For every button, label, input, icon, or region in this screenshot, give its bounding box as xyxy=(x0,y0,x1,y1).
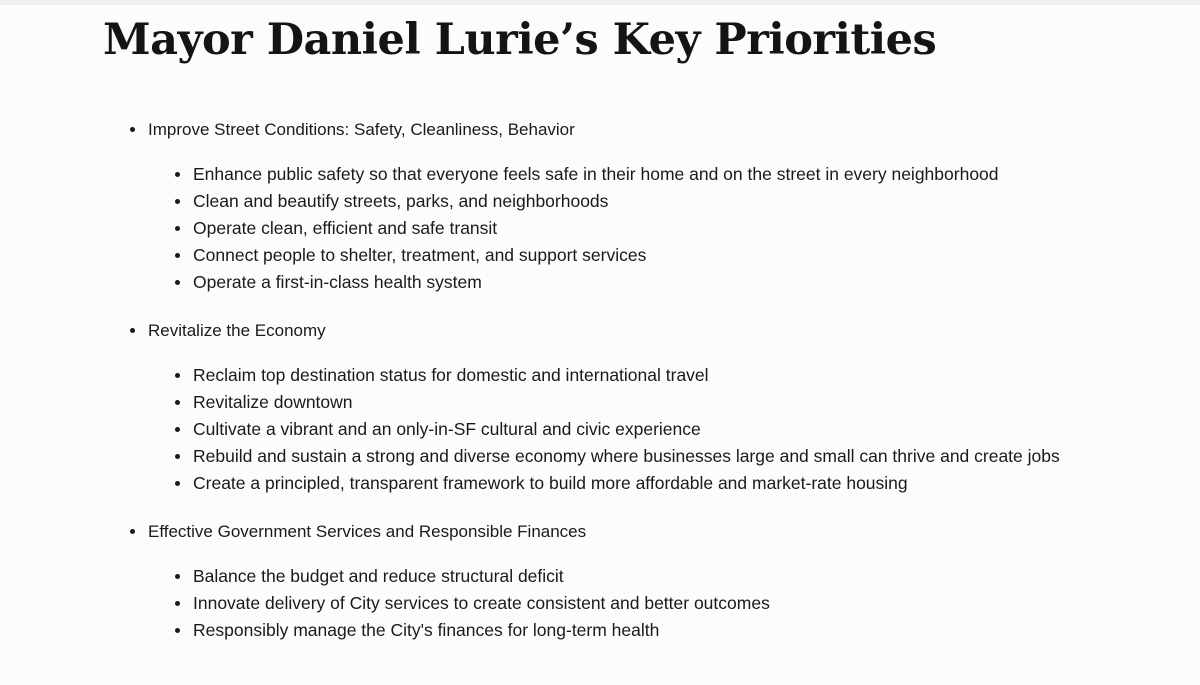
bullet-icon xyxy=(175,226,180,231)
list-item-text: Revitalize downtown xyxy=(193,392,353,412)
list-item xyxy=(103,563,1183,590)
sub-list xyxy=(103,362,1183,497)
bullet-icon xyxy=(175,253,180,258)
bullet-icon xyxy=(175,601,180,606)
list-item xyxy=(103,215,1183,242)
bullet-icon xyxy=(175,280,180,285)
list-item-text: Operate a first-in-class health system xyxy=(193,272,482,292)
bullet-icon xyxy=(175,574,180,579)
list-item-text: Operate clean, efficient and safe transit xyxy=(193,218,498,238)
list-item xyxy=(103,617,1183,644)
bullet-icon xyxy=(130,328,135,333)
page-title: Mayor Daniel Lurie’s Key Priorities xyxy=(103,15,937,65)
priority-item-street-conditions xyxy=(103,116,1183,296)
bullet-icon xyxy=(175,628,180,633)
list-item xyxy=(103,161,1183,188)
list-item-text: Responsibly manage the City's finances for long-term health xyxy=(193,620,660,640)
list-item-text: Rebuild and sustain a strong and diverse economy where businesses large and small can thrive and create jobs xyxy=(193,446,1060,466)
sub-list xyxy=(103,563,1183,644)
list-item-text: Reclaim top destination status for domestic and international travel xyxy=(193,365,709,385)
bullet-icon xyxy=(175,454,180,459)
list-item xyxy=(103,470,1183,497)
bullet-icon xyxy=(175,400,180,405)
bullet-icon xyxy=(130,529,135,534)
list-item-text: Create a principled, transparent framework to build more affordable and market-rate housing xyxy=(193,473,908,493)
bullet-icon xyxy=(130,127,135,132)
list-item xyxy=(103,269,1183,296)
list-item-text: Innovate delivery of City services to create consistent and better outcomes xyxy=(193,593,770,613)
list-item-text: Enhance public safety so that everyone feels safe in their home and on the street in every neighborhood xyxy=(193,164,999,184)
bullet-icon xyxy=(175,427,180,432)
bullet-icon xyxy=(175,172,180,177)
priority-label: Revitalize the Economy xyxy=(148,321,326,340)
priorities-list xyxy=(103,116,1183,644)
list-item xyxy=(103,443,1183,470)
bullet-icon xyxy=(175,373,180,378)
priority-item-government-finances xyxy=(103,518,1183,644)
priority-label: Effective Government Services and Responsible Finances xyxy=(148,522,587,541)
list-item xyxy=(103,590,1183,617)
list-item xyxy=(103,416,1183,443)
list-item xyxy=(103,188,1183,215)
top-divider xyxy=(0,0,1200,5)
list-item-text: Clean and beautify streets, parks, and neighborhoods xyxy=(193,191,609,211)
list-item xyxy=(103,362,1183,389)
page-content xyxy=(103,14,1183,665)
bullet-icon xyxy=(175,481,180,486)
list-item-text: Cultivate a vibrant and an only-in-SF cultural and civic experience xyxy=(193,419,701,439)
list-item xyxy=(103,242,1183,269)
sub-list xyxy=(103,161,1183,296)
list-item xyxy=(103,389,1183,416)
priority-item-economy xyxy=(103,317,1183,497)
bullet-icon xyxy=(175,199,180,204)
list-item-text: Balance the budget and reduce structural deficit xyxy=(193,566,564,586)
list-item-text: Connect people to shelter, treatment, and support services xyxy=(193,245,647,265)
priority-label: Improve Street Conditions: Safety, Cleanliness, Behavior xyxy=(148,120,575,139)
